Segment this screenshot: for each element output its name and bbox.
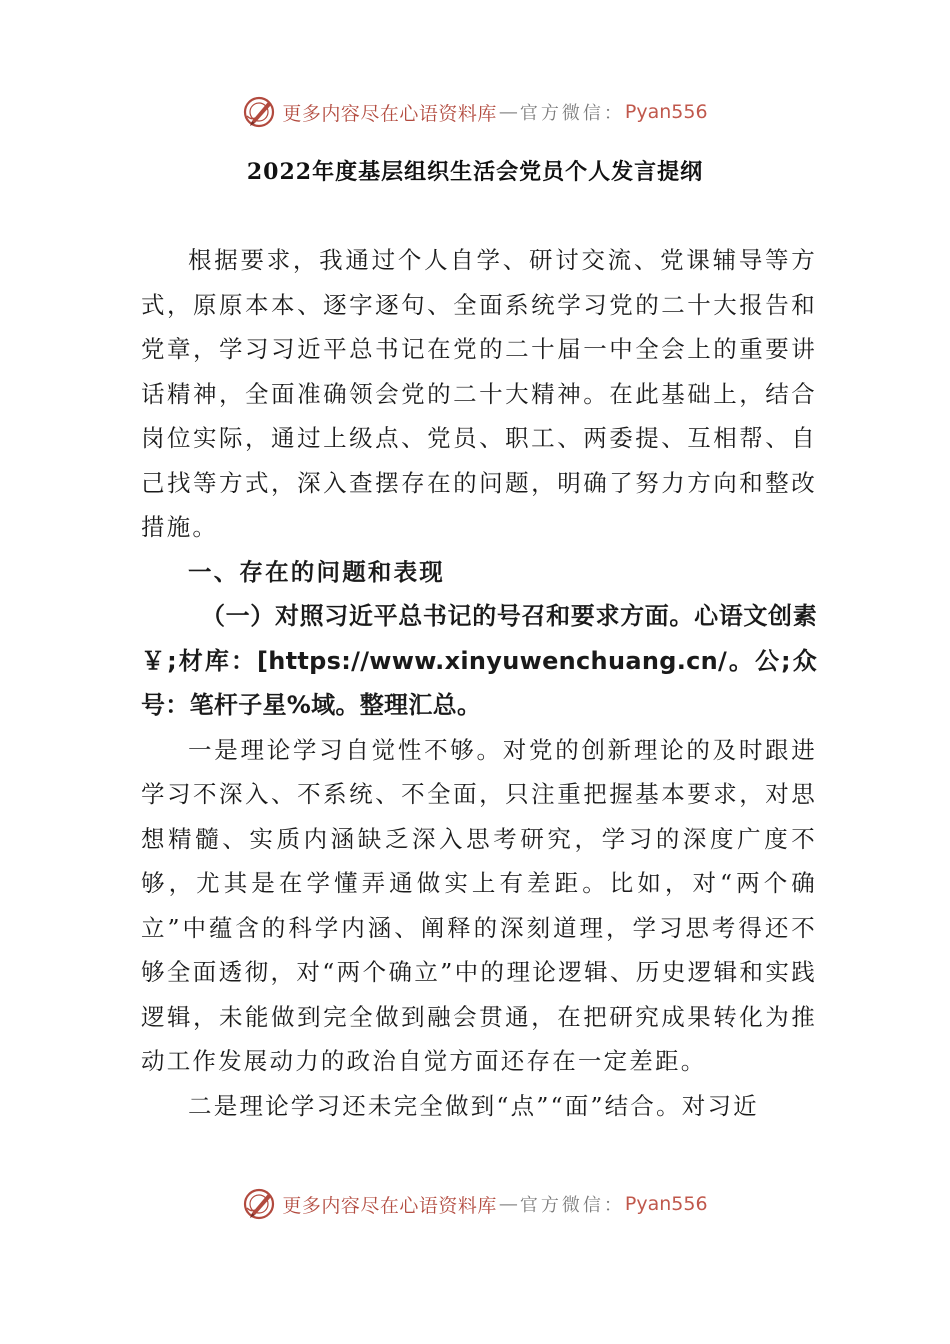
intro-paragraph: 根据要求，我通过个人自学、研讨交流、党课辅导等方式，原原本本、逐字逐句、全面系统学习党的二十大报告和党章，学习习近平总书记在党的二十届一中全会上的重要讲话精神，全面准确领会党的二十大精神。在此基础上，结合岗位实际，通过上级点、党员、职工、两委提、互相帮、自己找等方式，深入查摆存在的问题，明确了努力方向和整改措施。 [141,246,817,541]
document-body [141,238,817,1128]
point-two-paragraph: 二是理论学习还未完全做到“点”“面”结合。对习近 [188,1091,759,1120]
header-banner [0,90,950,134]
section-heading: 一、存在的问题和表现 [188,557,445,586]
pen-logo-icon [242,94,278,130]
banner-dash: — [498,1193,518,1215]
banner-wechat-id: Pyan556 [624,1193,708,1215]
banner-brand-text: 更多内容尽在心语资料库 [282,102,497,125]
banner-official-label: 官方微信： [519,103,625,124]
banner-dash: — [498,101,518,123]
banner-brand-text: 更多内容尽在心语资料库 [282,1194,497,1217]
pen-logo-icon [242,1186,278,1222]
document-title: 2022年度基层组织生活会党员个人发言提纲 [246,159,704,185]
point-one-paragraph: 一是理论学习自觉性不够。对党的创新理论的及时跟进学习不深入、不系统、不全面，只注重把握基本要求，对思想精髓、实质内涵缺乏深入思考研究，学习的深度广度不够，尤其是在学懂弄通做实上有差距。比如，对“两个确立”中蕴含的科学内涵、阐释的深刻道理，学习思考得还不够全面透彻，对“两个确立”中的理论逻辑、历史逻辑和实践逻辑，未能做到完全做到融会贯通，在把研究成果转化为推动工作发展动力的政治自觉方面还存在一定差距。 [141,735,817,1075]
subsection-heading: （一）对照习近平总书记的号召和要求方面。心语文创素￥;材库：[https://www.xinyuwenchuang.cn/。公;众号：笔杆子星%域。整理汇总。 [141,602,817,719]
banner-wechat-id: Pyan556 [624,101,708,123]
banner-official-label: 官方微信： [519,1195,625,1216]
footer-banner [0,1182,950,1226]
